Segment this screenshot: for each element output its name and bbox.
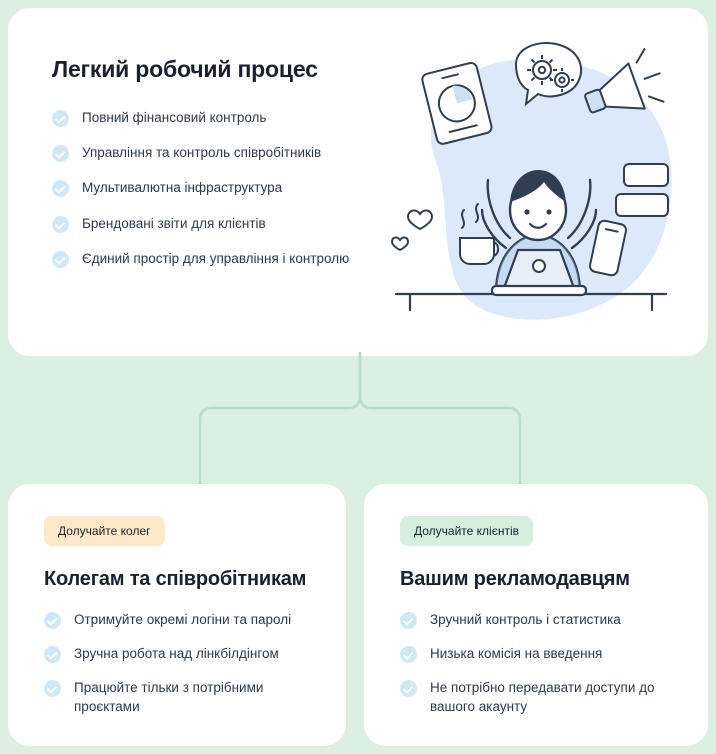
check-icon	[52, 216, 69, 233]
list-item	[400, 645, 676, 663]
list-item	[400, 679, 676, 715]
check-icon	[44, 646, 61, 663]
status-badge: Долучайте клієнтів	[400, 516, 533, 546]
check-icon	[400, 612, 417, 629]
feature-label: Єдиний простір для управління і контролю	[82, 250, 350, 266]
check-icon	[44, 680, 61, 697]
feature-label: Зручний контроль і статистика	[430, 612, 621, 627]
page-title: Легкий робочий процес	[52, 56, 318, 82]
feature-label: Зручна робота над лінкбілдінгом	[74, 646, 279, 662]
check-icon	[44, 612, 61, 629]
check-icon	[400, 646, 417, 663]
colleagues-title: Колегам та співробітникам	[44, 568, 307, 590]
feature-label: Мультивалютна інфраструктура	[82, 180, 283, 196]
status-badge: Долучайте колег	[44, 516, 165, 546]
feature-label: Брендовані звіти для клієнтів	[82, 215, 266, 231]
colleagues-feature-list	[44, 611, 314, 716]
feature-label: Працюйте тільки з потрібними проєктами	[74, 680, 264, 714]
feature-label: Управління та контроль співробітників	[82, 145, 322, 161]
check-icon	[52, 145, 69, 162]
feature-label: Отримуйте окремі логіни та паролі	[74, 612, 292, 627]
feature-label: Повний фінансовий контроль	[82, 110, 267, 125]
list-item	[44, 645, 314, 663]
list-item	[44, 679, 314, 715]
list-item	[400, 611, 676, 629]
colleagues-card	[8, 484, 346, 746]
advertisers-card	[364, 484, 708, 746]
advertisers-title: Вашим рекламодавцям	[400, 568, 630, 590]
check-icon	[52, 251, 69, 268]
feature-label: Низька комісія на введення	[430, 646, 603, 662]
feature-label: Не потрібно передавати доступи до вашого акаунту	[430, 680, 655, 714]
check-icon	[52, 180, 69, 197]
check-icon	[400, 680, 417, 697]
advertisers-feature-list	[400, 611, 676, 716]
workflow-card	[8, 8, 708, 356]
list-item	[44, 611, 314, 629]
check-icon	[52, 110, 69, 127]
connector-lines	[150, 352, 570, 490]
multitasking-person-illustration	[376, 42, 686, 338]
